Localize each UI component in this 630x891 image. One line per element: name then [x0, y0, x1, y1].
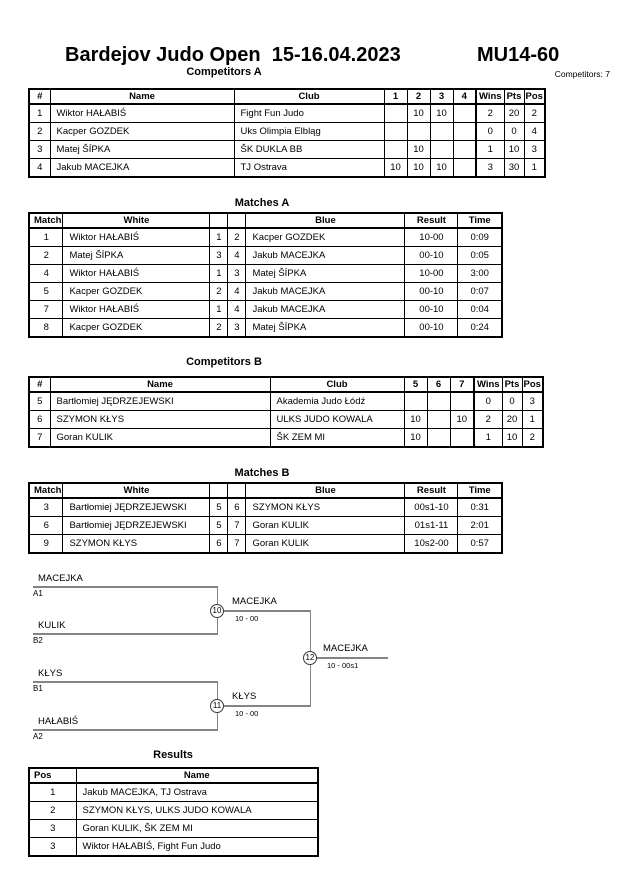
cell-blue: Kacper GOZDEK — [246, 228, 405, 247]
cell-num: 7 — [29, 429, 50, 448]
matches-a-table — [28, 212, 503, 338]
cell-round — [427, 429, 450, 448]
cell-round — [453, 123, 476, 141]
cell-name: Bartłomiej JĘDRZEJEWSKI — [50, 392, 270, 411]
cell-white: SZYMON KŁYS — [63, 535, 210, 554]
cell-result: 10s2-00 — [405, 535, 458, 554]
cell-wins: 3 — [476, 159, 504, 178]
col-header-round: 5 — [404, 377, 427, 392]
table-header-row — [29, 768, 318, 783]
cell-pos: 2 — [524, 104, 545, 123]
cell-time: 0:24 — [458, 319, 502, 338]
cell-round: 10 — [430, 159, 453, 178]
cell-pos: 2 — [522, 429, 543, 448]
cell-blue: Jakub MACEJKA — [246, 301, 405, 319]
cell-pts: 0 — [504, 123, 524, 141]
cell-white: Wiktor HAŁABIŚ — [63, 265, 210, 283]
bracket-score-label: 10 - 00 — [235, 614, 259, 623]
cell-result: 10-00 — [405, 265, 458, 283]
cell-name: SZYMON KŁYS, ULKS JUDO KOWALA — [76, 802, 318, 820]
table-row — [29, 228, 502, 247]
cell-pos: 1 — [524, 159, 545, 178]
cell-time: 0:31 — [458, 498, 502, 517]
col-header-result: Result — [405, 483, 458, 498]
cell-club: Akademia Judo Łódź — [270, 392, 404, 411]
cell-round: 10 — [430, 104, 453, 123]
cell-round — [384, 123, 407, 141]
bracket-seed-label: A1 — [33, 589, 43, 598]
cell-white: Bartłomiej JĘDRZEJEWSKI — [63, 517, 210, 535]
cell-blue: Matej ŠÍPKA — [246, 319, 405, 338]
table-header-row — [29, 377, 543, 392]
table-row — [29, 141, 545, 159]
table-row — [29, 247, 502, 265]
cell-white: Matej ŠÍPKA — [63, 247, 210, 265]
bracket-seed-label: A2 — [33, 732, 43, 741]
cell-pos: 3 — [522, 392, 543, 411]
bracket-seed-label: B1 — [33, 684, 43, 693]
bracket-player-label: HAŁABIŚ — [38, 716, 79, 727]
cell-time: 0:09 — [458, 228, 502, 247]
cell-match: 3 — [29, 498, 63, 517]
col-header-pos: Pos — [523, 379, 541, 390]
cell-time: 3:00 — [458, 265, 502, 283]
table-row — [29, 535, 502, 554]
cell-match: 1 — [29, 228, 63, 247]
col-header-round: 3 — [430, 89, 453, 104]
col-header-round: 1 — [384, 89, 407, 104]
cell-result: 00-10 — [405, 283, 458, 301]
results-heading: Results — [153, 749, 193, 761]
bracket-match-number: 10 — [210, 604, 224, 618]
cell-blue-num: 4 — [228, 301, 246, 319]
cell-blue: Goran KULIK — [246, 535, 405, 554]
cell-result: 00-10 — [405, 319, 458, 338]
col-header-round: 7 — [450, 377, 474, 392]
cell-pts: 0 — [502, 392, 522, 411]
cell-time: 0:57 — [458, 535, 502, 554]
cell-blue-num: 7 — [228, 517, 246, 535]
cell-blue-num: 4 — [228, 283, 246, 301]
cell-blue-num: 3 — [228, 319, 246, 338]
col-header-round: 2 — [407, 89, 430, 104]
competitors-b-heading: Competitors B — [186, 356, 262, 368]
col-header-time: Time — [458, 213, 502, 228]
cell-round — [450, 429, 474, 448]
cell-num: 6 — [29, 411, 50, 429]
cell-blue-num: 7 — [228, 535, 246, 554]
cell-round: 10 — [404, 411, 427, 429]
table-row — [29, 498, 502, 517]
bracket-score-label: 10 - 00s1 — [327, 661, 359, 670]
col-header-club: Club — [234, 89, 384, 104]
table-row — [29, 802, 318, 820]
cell-match: 2 — [29, 247, 63, 265]
cell-blue: Goran KULIK — [246, 517, 405, 535]
col-header-wins: Wins — [474, 377, 502, 392]
bracket-winner-label: MACEJKA — [323, 643, 368, 654]
cell-time: 0:05 — [458, 247, 502, 265]
cell-wins: 1 — [474, 429, 502, 448]
cell-blue-num: 4 — [228, 247, 246, 265]
cell-match: 7 — [29, 301, 63, 319]
col-header-name: Name — [50, 377, 270, 392]
table-row — [29, 123, 545, 141]
col-header-white-num — [210, 483, 228, 498]
table-row — [29, 838, 318, 857]
cell-blue-num: 2 — [228, 228, 246, 247]
cell-pts: 30 — [504, 159, 524, 178]
bracket-line — [33, 681, 217, 683]
cell-match: 8 — [29, 319, 63, 338]
cell-name: SZYMON KŁYS — [50, 411, 270, 429]
cell-result: 10-00 — [405, 228, 458, 247]
table-row — [29, 301, 502, 319]
cell-round — [453, 104, 476, 123]
bracket-line — [33, 633, 217, 635]
bracket-score-label: 10 - 00 — [235, 709, 259, 718]
table-row — [29, 392, 543, 411]
cell-round — [430, 123, 453, 141]
cell-white: Bartłomiej JĘDRZEJEWSKI — [63, 498, 210, 517]
cell-round — [453, 141, 476, 159]
cell-result: 00s1-10 — [405, 498, 458, 517]
cell-time: 0:04 — [458, 301, 502, 319]
cell-blue: Matej ŠÍPKA — [246, 265, 405, 283]
col-header-wins: Wins — [476, 89, 504, 104]
col-header-match: Match — [29, 483, 63, 498]
cell-result: 00-10 — [405, 301, 458, 319]
col-header-pts: Pts — [502, 377, 522, 392]
cell-white: Wiktor HAŁABIŚ — [63, 301, 210, 319]
bracket-seed-label: B2 — [33, 636, 43, 645]
competitors-a-table — [28, 88, 546, 178]
cell-match: 5 — [29, 283, 63, 301]
cell-pts: 10 — [504, 141, 524, 159]
cell-blue: Jakub MACEJKA — [246, 247, 405, 265]
cell-white: Wiktor HAŁABIŚ — [63, 228, 210, 247]
cell-round — [427, 411, 450, 429]
table-row — [29, 104, 545, 123]
table-row — [29, 159, 545, 178]
cell-club: Fight Fun Judo — [234, 104, 384, 123]
cell-white-num: 6 — [210, 535, 228, 554]
col-header-num: # — [29, 377, 50, 392]
col-header-round: 6 — [427, 377, 450, 392]
cell-club: ULKS JUDO KOWALA — [270, 411, 404, 429]
cell-club: TJ Ostrava — [234, 159, 384, 178]
cell-pos: 3 — [29, 820, 76, 838]
bracket-line — [217, 610, 310, 612]
cell-white-num: 1 — [210, 265, 228, 283]
cell-num: 3 — [29, 141, 50, 159]
table-row — [29, 783, 318, 802]
cell-white-num: 5 — [210, 517, 228, 535]
col-header-blue-num — [228, 213, 246, 228]
cell-round — [404, 392, 427, 411]
bracket-player-label: KULIK — [38, 620, 66, 631]
col-header-num: # — [29, 89, 50, 104]
cell-wins: 2 — [476, 104, 504, 123]
col-header-blue: Blue — [246, 483, 405, 498]
cell-name: Wiktor HAŁABIŚ — [50, 104, 234, 123]
table-row — [29, 517, 502, 535]
matches-b-heading: Matches B — [234, 467, 290, 479]
col-header-pos: Pos — [525, 91, 543, 102]
col-header-blue-num — [228, 483, 246, 498]
cell-pts: 20 — [502, 411, 522, 429]
cell-blue: Jakub MACEJKA — [246, 283, 405, 301]
bracket-line — [33, 586, 217, 588]
cell-match: 6 — [29, 517, 63, 535]
cell-wins: 1 — [476, 141, 504, 159]
cell-time: 0:07 — [458, 283, 502, 301]
table-row — [29, 820, 318, 838]
col-header-round: 4 — [453, 89, 476, 104]
cell-num: 1 — [29, 104, 50, 123]
table-row — [29, 265, 502, 283]
cell-match: 9 — [29, 535, 63, 554]
cell-pos: 2 — [29, 802, 76, 820]
cell-pts: 10 — [502, 429, 522, 448]
cell-round: 10 — [407, 104, 430, 123]
cell-name: Matej ŠÍPKA — [50, 141, 234, 159]
col-header-white: White — [63, 483, 210, 498]
col-header-match: Match — [29, 213, 63, 228]
col-header-pts: Pts — [504, 89, 524, 104]
cell-pts: 20 — [504, 104, 524, 123]
bracket-line — [217, 705, 310, 707]
col-header-result: Result — [405, 213, 458, 228]
cell-white-num: 3 — [210, 247, 228, 265]
cell-club: Uks Olimpia Elbląg — [234, 123, 384, 141]
cell-round: 10 — [407, 159, 430, 178]
bracket-line — [310, 657, 388, 659]
cell-wins: 2 — [474, 411, 502, 429]
cell-white-num: 2 — [210, 319, 228, 338]
cell-round: 10 — [404, 429, 427, 448]
cell-num: 4 — [29, 159, 50, 178]
cell-name: Kacper GOZDEK — [50, 123, 234, 141]
cell-num: 5 — [29, 392, 50, 411]
cell-time: 2:01 — [458, 517, 502, 535]
cell-club: ŠK ZEM MI — [270, 429, 404, 448]
cell-name: Goran KULIK — [50, 429, 270, 448]
cell-white-num: 2 — [210, 283, 228, 301]
tournament-title: Bardejov Judo Open 15-16.04.2023 — [65, 44, 401, 66]
cell-wins: 0 — [474, 392, 502, 411]
col-header-time: Time — [458, 483, 502, 498]
cell-pos: 1 — [522, 411, 543, 429]
col-header-name: Name — [76, 768, 318, 783]
cell-pos: 3 — [524, 141, 545, 159]
cell-round: 10 — [384, 159, 407, 178]
cell-white-num: 1 — [210, 301, 228, 319]
cell-blue: SZYMON KŁYS — [246, 498, 405, 517]
cell-blue-num: 6 — [228, 498, 246, 517]
bracket-match-number: 11 — [210, 699, 224, 713]
bracket-winner-label: KŁYS — [232, 691, 257, 702]
cell-white-num: 1 — [210, 228, 228, 247]
cell-round — [384, 104, 407, 123]
cell-white: Kacper GOZDEK — [63, 283, 210, 301]
bracket-match-number: 12 — [303, 651, 317, 665]
competitors-a-heading: Competitors A — [186, 66, 262, 78]
bracket-line — [33, 729, 217, 731]
cell-white-num: 5 — [210, 498, 228, 517]
cell-wins: 0 — [476, 123, 504, 141]
table-row — [29, 319, 502, 338]
bracket-winner-label: MACEJKA — [232, 596, 277, 607]
table-row — [29, 411, 543, 429]
cell-num: 2 — [29, 123, 50, 141]
cell-pos: 1 — [29, 783, 76, 802]
cell-club: ŠK DUKLA BB — [234, 141, 384, 159]
cell-round — [450, 392, 474, 411]
competitors-b-table — [28, 376, 544, 448]
cell-match: 4 — [29, 265, 63, 283]
matches-a-heading: Matches A — [234, 197, 290, 209]
cell-round — [427, 392, 450, 411]
col-header-white: White — [63, 213, 210, 228]
table-header-row — [29, 483, 502, 498]
cell-result: 01s1-11 — [405, 517, 458, 535]
col-header-blue: Blue — [246, 213, 405, 228]
col-header-white-num — [210, 213, 228, 228]
table-row — [29, 283, 502, 301]
cell-round — [430, 141, 453, 159]
bracket-player-label: MACEJKA — [38, 573, 83, 584]
cell-name: Jakub MACEJKA — [50, 159, 234, 178]
cell-result: 00-10 — [405, 247, 458, 265]
category-label: MU14-60 — [477, 44, 560, 66]
col-header-name: Name — [50, 89, 234, 104]
competitors-count: Competitors: 7 — [554, 69, 610, 79]
results-table — [28, 767, 319, 857]
table-header-row — [29, 89, 545, 104]
table-header-row — [29, 213, 502, 228]
cell-round — [407, 123, 430, 141]
cell-pos: 4 — [524, 123, 545, 141]
matches-b-table — [28, 482, 503, 554]
cell-round: 10 — [450, 411, 474, 429]
cell-round — [453, 159, 476, 178]
cell-round: 10 — [407, 141, 430, 159]
cell-round — [384, 141, 407, 159]
table-row — [29, 429, 543, 448]
col-header-pos: Pos — [29, 768, 76, 783]
bracket-player-label: KŁYS — [38, 668, 63, 679]
cell-name: Jakub MACEJKA, TJ Ostrava — [76, 783, 318, 802]
cell-name: Wiktor HAŁABIŚ, Fight Fun Judo — [76, 838, 318, 857]
cell-pos: 3 — [29, 838, 76, 857]
col-header-club: Club — [270, 377, 404, 392]
cell-blue-num: 3 — [228, 265, 246, 283]
cell-name: Goran KULIK, ŠK ZEM MI — [76, 820, 318, 838]
cell-white: Kacper GOZDEK — [63, 319, 210, 338]
